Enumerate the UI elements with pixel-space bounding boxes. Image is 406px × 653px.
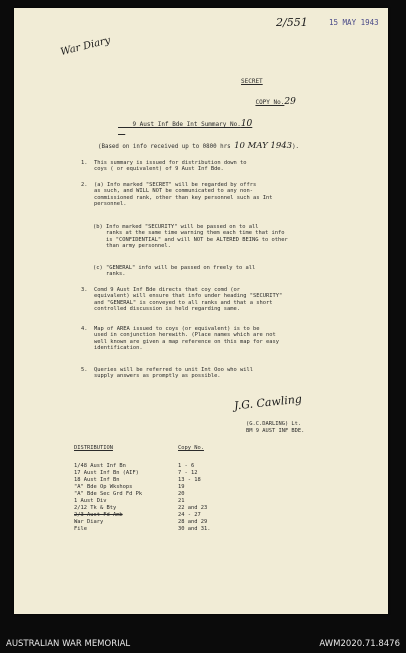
based-on-date: 10 MAY 1943 [234,141,293,152]
ref-number: 2/551 [276,16,308,29]
paragraph-4: 4. Map of AREA issued to coys (or equivalent) is to be used in conjunction herewith. (Place names which are not well known are given a map reference on this map for easy identification. [81,326,279,351]
distribution-row: 2/12 Tk & Bty 22 and 23 [74,505,208,511]
paragraph-1: 1. This summary is issued for distribution down to coys ( or equivalent) of 9 Aust Inf Bde. [81,160,247,173]
institution-name: AUSTRALIAN WAR MEMORIAL [6,639,131,649]
paragraph-2b: (b) Info marked "SECURITY" will be passed on to all ranks at the same time warning them each time that info is "CONFIDENTIAL" and will NOT be ALTERED BEING to other than army personnel. [93,224,288,249]
distribution-row: "A" Bde Sec Grd Fd Pk 20 [74,491,185,497]
classification: SECRET [241,78,263,85]
date-stamp: 15 MAY 1943 [329,18,379,27]
copy-label: COPY No. [255,99,285,107]
distribution-row: 1 Aust Div 21 [74,498,185,504]
signatory-title: BM 9 AUST INF BDE. [246,428,305,434]
signature: J.G. Cawling [233,392,303,413]
based-on-prefix: (Based on info received up to 0800 hrs [97,144,231,151]
based-on-line [84,137,299,157]
archive-footer [0,634,406,653]
copy-line [241,93,296,113]
summary-number: 10 [240,119,253,130]
distribution-row: 17 Aust Inf Bn (AIF) 7 - 12 [74,470,198,476]
war-diary-note: War Diary [59,35,112,58]
distribution-row: 18 Aust Inf Bn 13 - 18 [74,477,201,483]
copy-number: 29 [284,97,296,108]
summary-title [118,115,252,135]
distribution-list [74,463,274,533]
copy-no-heading: Copy No. [178,445,204,451]
paragraph-2a: 2. (a) Info marked "SECRET" will be regarded by offrs as such, and WILL NOT be communicated to any non- commissioned rank, other than key personnel such as Int personnel. [81,182,273,207]
distribution-row-struck: 2/3 Aust Fd Amb 24 - 27 [74,512,201,518]
document-page [14,8,388,614]
distribution-row: 1/48 Aust Inf Bn 1 - 6 [74,463,195,469]
title-prefix: 9 Aust Inf Bde Int Summary No. [132,121,241,129]
signatory-name: (G.C.DARLING) Lt. [246,421,302,427]
paragraph-3: 3. Comd 9 Aust Inf Bde directs that coy comd (or equivalent) will ensure that info under heading "SECURITY" and "GENERAL" is conveyed to all ranks and that a short controlled discussion is held regarding same. [81,287,283,312]
distribution-row: File 30 and 31. [74,526,211,532]
distribution-row: War Diary 28 and 29 [74,519,208,525]
accession-number: AWM2020.71.8476 [319,639,400,649]
distribution-row: "A" Bde Op Wkshops 19 [74,484,185,490]
distribution-heading: DISTRIBUTION [74,445,113,451]
based-on-suffix: ). [292,144,300,151]
paragraph-5: 5. Queries will be referred to unit Int Ooo who will supply answers as promptly as possible. [81,367,254,380]
paragraph-2c: (c) "GENERAL" info will be passed on freely to all ranks. [93,265,256,278]
